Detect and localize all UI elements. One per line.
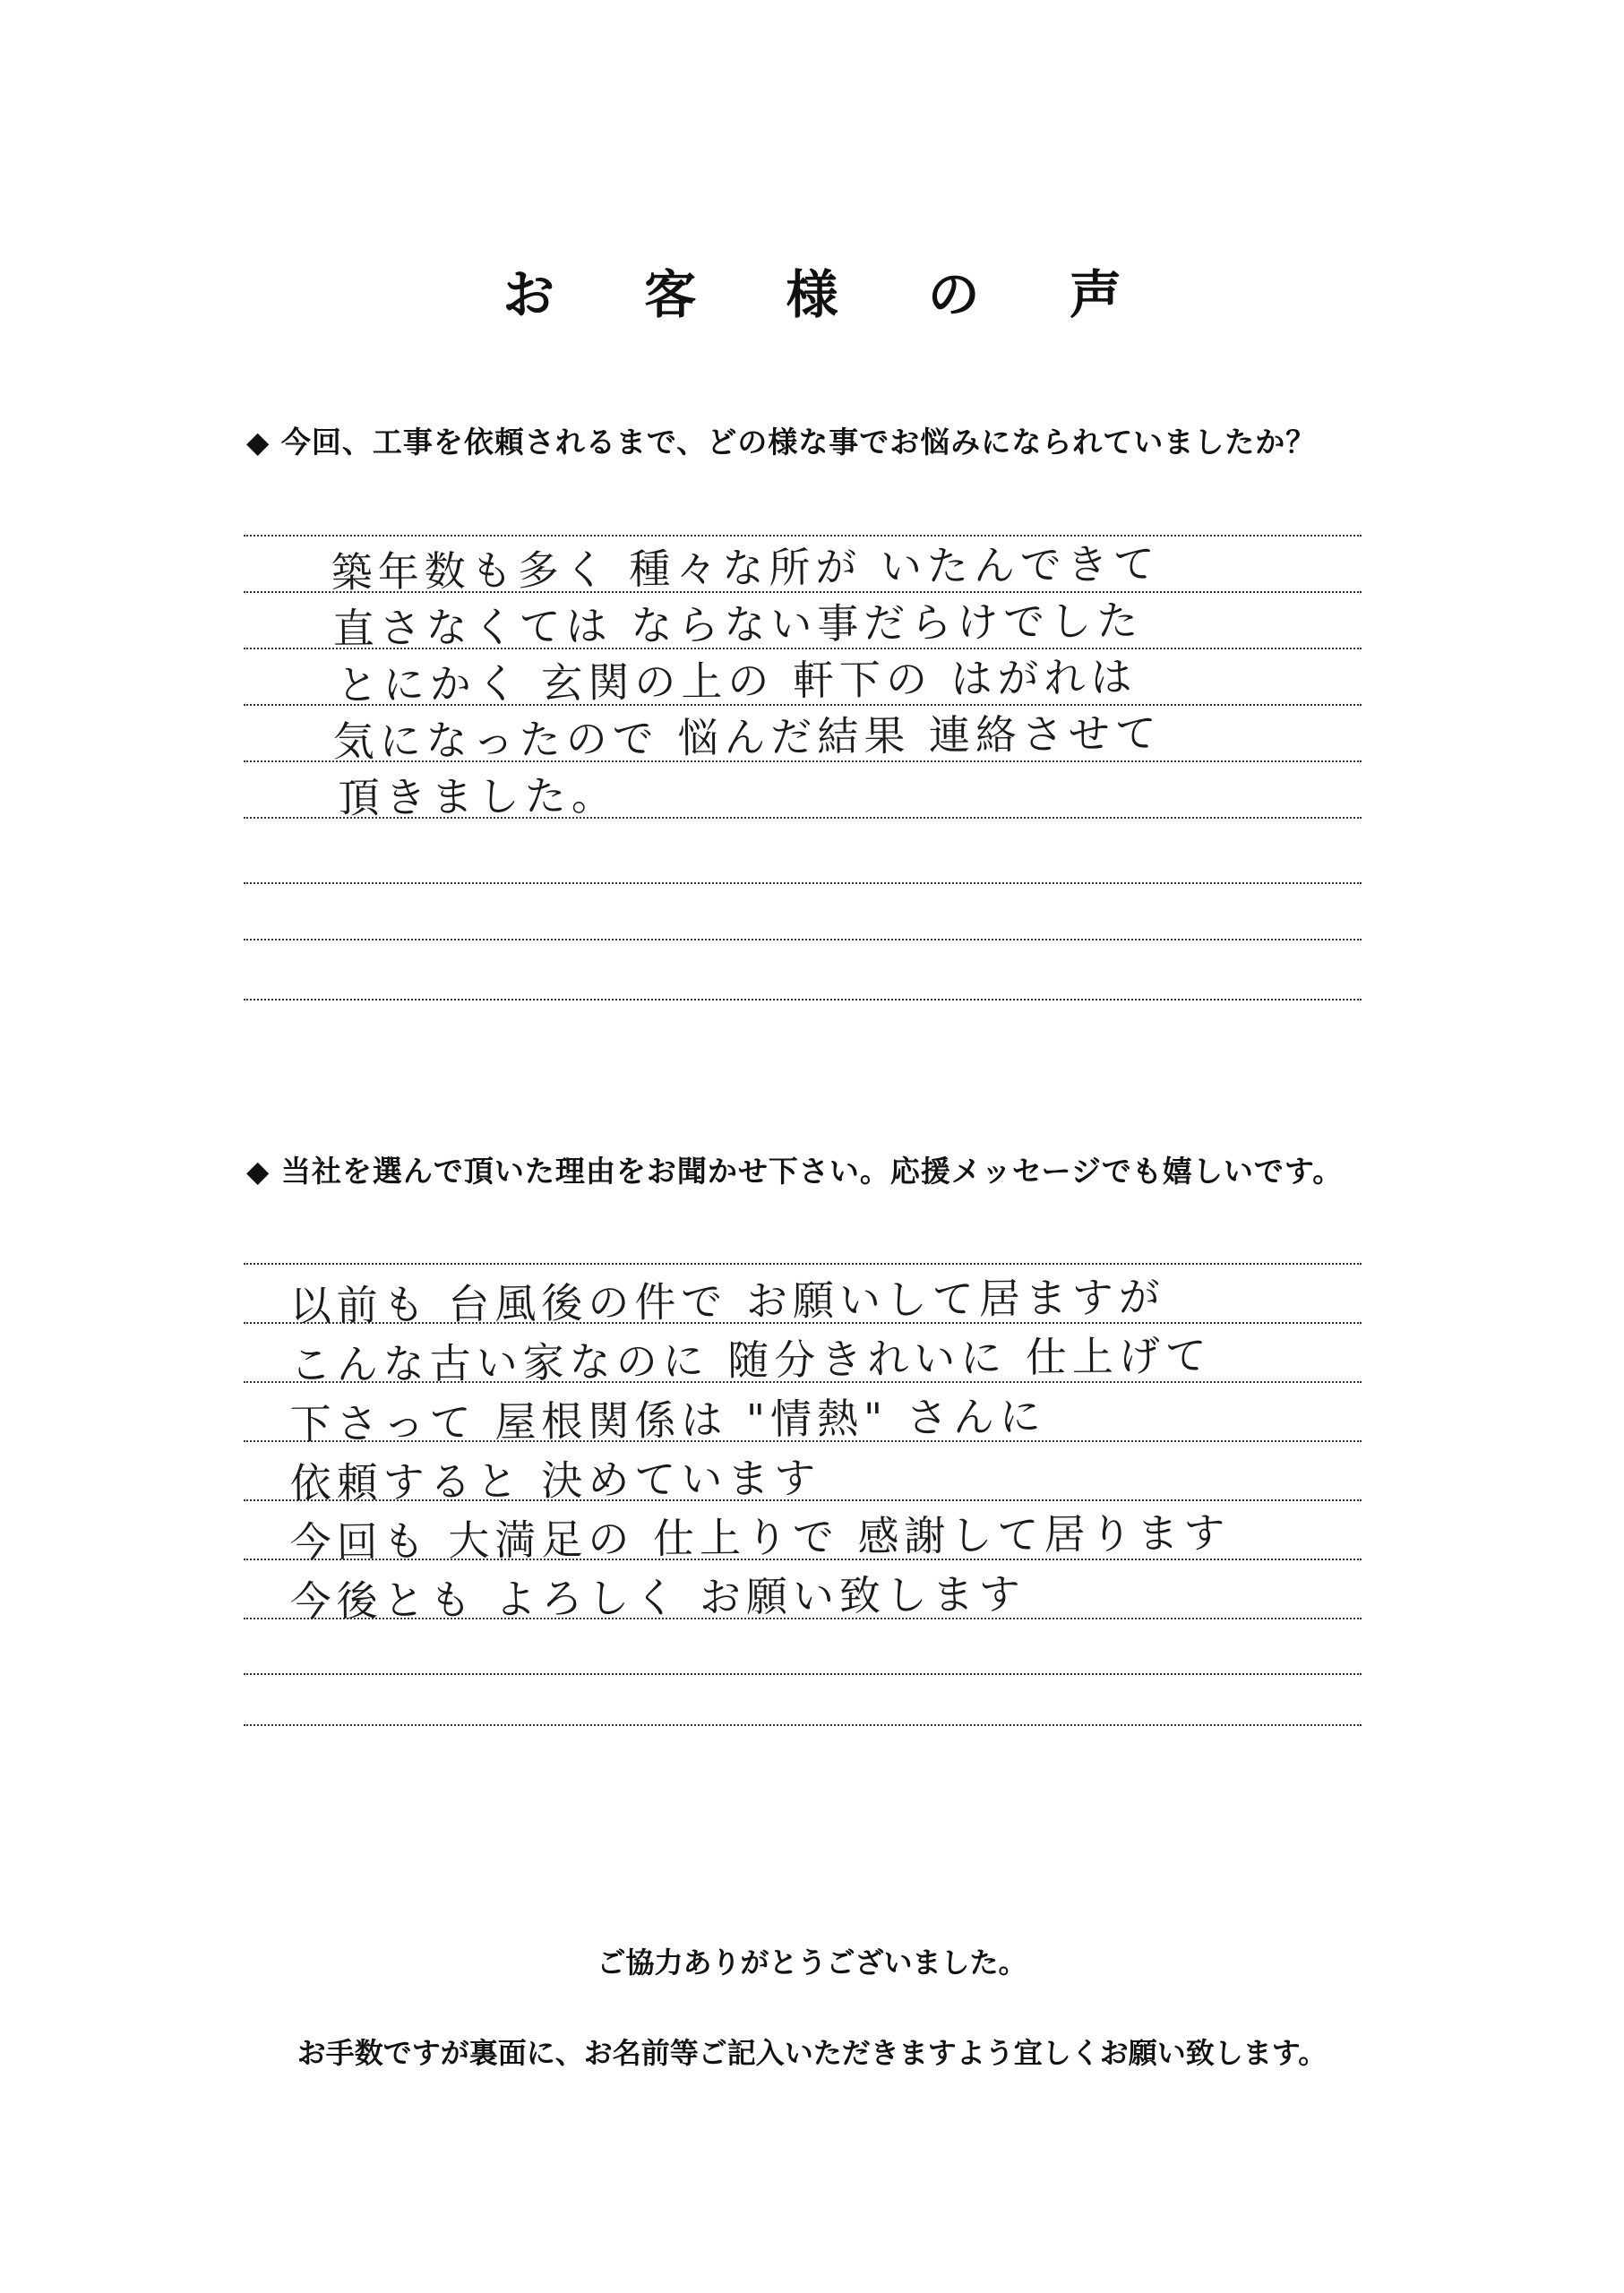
handwritten-line: 頂きました。 <box>338 770 618 823</box>
ruled-line <box>244 939 1362 940</box>
handwritten-line: 直さなくては ならない事だらけでした <box>332 596 1144 654</box>
handwritten-line: 以前も 台風後の件で お願いして居ますが <box>289 1272 1166 1331</box>
page-title: お 客 様 の 声 <box>503 264 1157 325</box>
ruled-line <box>244 1724 1362 1726</box>
ruled-line <box>244 1673 1362 1675</box>
handwritten-line: 今後とも よろしく お願い致します <box>289 1569 1027 1627</box>
handwritten-line: 下さって 屋根関係は "情熱" さんに <box>289 1392 1047 1449</box>
handwritten-line: こんな古い家なのに 随分きれいに 仕上げて <box>289 1331 1213 1390</box>
handwritten-line: 今回も 大満足の 仕上りで 感謝して居ります <box>289 1508 1231 1567</box>
question-2: ◆ 当社を選んで頂いた理由をお聞かせ下さい。応援メッセージでも嬉しいです。 <box>246 1154 1344 1189</box>
answer-area-1 <box>244 524 1362 1008</box>
ruled-line <box>244 882 1362 884</box>
ruled-line <box>244 999 1362 1001</box>
handwritten-line: 依頼すると 決めています <box>289 1453 821 1508</box>
thanks-message: ご協力ありがとうございました。 <box>597 1945 1027 1980</box>
handwritten-line: 気になったので 悩んだ結果 連絡させて <box>332 709 1163 767</box>
handwritten-line: 築年数も多く 種々な所が いたんできて <box>331 539 1161 597</box>
handwritten-line: とにかく 玄関の上の 軒下の はがれは <box>336 652 1138 710</box>
answer-area-2 <box>244 1252 1362 1736</box>
ruled-line <box>244 1263 1362 1265</box>
footer-note: お手数ですが裏面に、お名前等ご記入いただきますよう宜しくお願い致します。 <box>296 2036 1328 2070</box>
question-1: ◆ 今回、工事を依頼されるまで、どの様な事でお悩みになられていましたか？ <box>246 425 1317 459</box>
